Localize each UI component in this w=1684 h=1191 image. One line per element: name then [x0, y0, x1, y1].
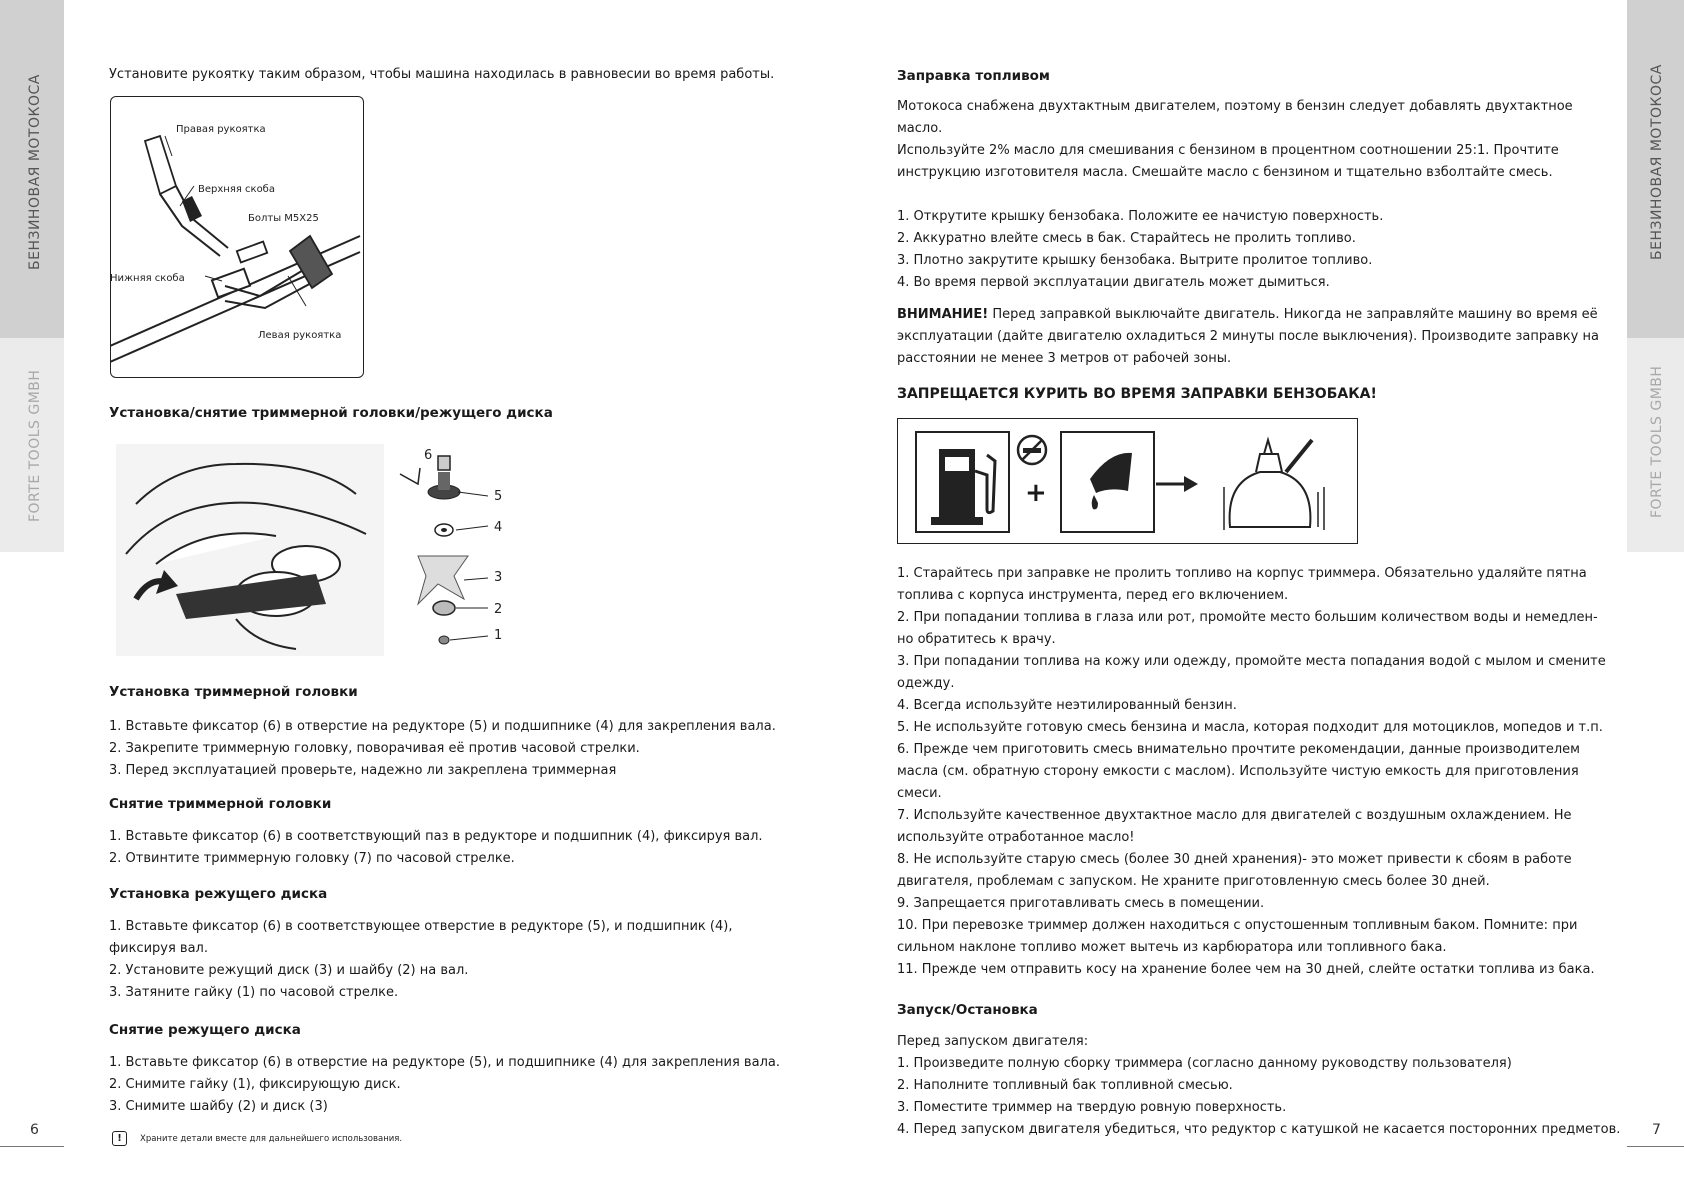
- list-item: 8. Не используйте старую смесь (более 30 дней хранения)- это может привести к сбоям в работе: [897, 852, 1572, 867]
- list-item: 1. Вставьте фиксатор (6) в соответствующий паз в редукторе и подшипник (4), фиксируя вал.: [109, 829, 763, 844]
- list-item: 1. Старайтесь при заправке не пролить топливо на корпус триммера. Обязательно удаляйте пятна: [897, 566, 1587, 581]
- label-bolts: Болты М5Х25: [248, 213, 319, 224]
- label-left-handle: Левая рукоятка: [258, 330, 342, 341]
- list-item: 3. Плотно закрутите крышку бензобака. Вытрите пролитое топливо.: [897, 253, 1373, 268]
- list-item: 2. Закрепите триммерную головку, поворачивая её против часовой стрелки.: [109, 741, 640, 756]
- list-item: 3. Перед эксплуатацией проверьте, надежно ли закреплена триммерная: [109, 763, 617, 778]
- remove-disc-title: Снятие режущего диска: [109, 1022, 301, 1038]
- fuel-intro: [897, 96, 1573, 184]
- part-label-1: 1: [494, 628, 503, 643]
- start-stop-title: Запуск/Остановка: [897, 1002, 1038, 1018]
- list-item: используйте отработанное масло!: [897, 830, 1135, 845]
- fuel-steps: [897, 206, 1383, 294]
- list-item: топлива с корпуса инструмента, перед его включением.: [897, 588, 1289, 603]
- install-disc-list: [109, 916, 732, 1004]
- paragraph-line: Используйте 2% масло для смешивания с бензином в процентном соотношении 25:1. Прочтите: [897, 143, 1559, 158]
- list-item: 5. Не используйте готовую смесь бензина и масла, которая подходит для мотоциклов, мопедов и т.п.: [897, 720, 1603, 735]
- list-item: Перед запуском двигателя:: [897, 1034, 1089, 1049]
- list-item: 2. При попадании топлива в глаза или рот, промойте место большим количеством воды и немедлен-: [897, 610, 1598, 625]
- paragraph-line: Перед заправкой выключайте двигатель. Никогда не заправляйте машину во время её: [988, 307, 1598, 322]
- warning-paragraph: [897, 304, 1599, 370]
- label-lower-bracket: Нижняя скоба: [110, 273, 185, 284]
- trimmer-head-hand-illustration: [116, 444, 384, 656]
- list-item: 3. При попадании топлива на кожу или одежду, промойте места попадания водой с мылом и смените: [897, 654, 1606, 669]
- list-item: 1. Вставьте фиксатор (6) в отверстие на редукторе (5) и подшипнике (4) для закрепления вала.: [109, 719, 776, 734]
- plus-sign: +: [1025, 478, 1047, 508]
- list-item: 2. Снимите гайку (1), фиксирующую диск.: [109, 1077, 401, 1092]
- page-number-left: 6: [30, 1122, 39, 1138]
- install-disc-title: Установка режущего диска: [109, 886, 328, 902]
- warning-label: ВНИМАНИЕ!: [897, 307, 989, 322]
- arrow-right-icon: [1156, 474, 1198, 494]
- intro-text: Установите рукоятку таким образом, чтобы машина находилась в равновесии во время работы.: [109, 67, 775, 82]
- remove-head-title: Снятие триммерной головки: [109, 796, 332, 812]
- list-item: смеси.: [897, 786, 942, 801]
- start-stop-list: [897, 1031, 1620, 1141]
- install-head-title: Установка триммерной головки: [109, 684, 358, 700]
- install-head-list: [109, 716, 776, 782]
- list-item: 3. Затяните гайку (1) по часовой стрелке.: [109, 985, 399, 1000]
- fuel-pump-icon: [915, 431, 1010, 533]
- list-item: фиксируя вал.: [109, 941, 208, 956]
- list-item: 7. Используйте качественное двухтактное масло для двигателей с воздушным охлаждением. Не: [897, 808, 1572, 823]
- label-upper-bracket: Верхняя скоба: [198, 184, 275, 195]
- left-side-brand: FORTE TOOLS GMBH: [27, 369, 43, 522]
- paragraph-line: инструкцию изготовителя масла. Смешайте масло с бензином и тщательно взболтайте смесь.: [897, 165, 1553, 180]
- list-item: 2. Отвинтите триммерную головку (7) по часовой стрелке.: [109, 851, 515, 866]
- list-item: 1. Произведите полную сборку триммера (согласно данному руководству пользователя): [897, 1056, 1512, 1071]
- right-side-title: БЕНЗИНОВАЯ МОТОКОСА: [1649, 64, 1665, 260]
- footnote: Храните детали вместе для дальнейшего использования.: [140, 1134, 403, 1144]
- list-item: 11. Прежде чем отправить косу на хранение более чем на 30 дней, слейте остатки топлива из бака.: [897, 962, 1595, 977]
- list-item: 1. Вставьте фиксатор (6) в отверстие на редукторе (5), и подшипнике (4) для закрепления вала.: [109, 1055, 780, 1070]
- page-rule-left: [0, 1146, 64, 1147]
- right-side-brand: FORTE TOOLS GMBH: [1649, 365, 1665, 518]
- exploded-parts-illustration: [398, 444, 508, 654]
- list-item: 6. Прежде чем приготовить смесь внимательно прочтите рекомендации, данные производителем: [897, 742, 1580, 757]
- list-item: одежду.: [897, 676, 955, 691]
- list-item: 2. Наполните топливный бак топливной смесью.: [897, 1078, 1233, 1093]
- list-item: 9. Запрещается приготавливать смесь в помещении.: [897, 896, 1265, 911]
- list-item: 1. Открутите крышку бензобака. Положите ее начистую поверхность.: [897, 209, 1384, 224]
- fuel-rules: [897, 563, 1606, 981]
- list-item: но обратитесь к врачу.: [897, 632, 1056, 647]
- oil-drop-icon: [1060, 431, 1155, 533]
- list-item: 3. Снимите шайбу (2) и диск (3): [109, 1099, 328, 1114]
- list-item: 4. Во время первой эксплуатации двигатель может дымиться.: [897, 275, 1330, 290]
- list-item: 10. При перевозке триммер должен находиться с опустошенным топливным баком. Помните: при: [897, 918, 1578, 933]
- no-smoking-icon: [1015, 433, 1049, 467]
- list-item: 2. Аккуратно влейте смесь в бак. Старайтесь не пролить топливо.: [897, 231, 1356, 246]
- paragraph-line: Мотокоса снабжена двухтактным двигателем, поэтому в бензин следует добавлять двухтактное: [897, 99, 1573, 114]
- fuel-title: Заправка топливом: [897, 68, 1050, 84]
- page-number-right: 7: [1652, 1122, 1661, 1138]
- list-item: 4. Перед запуском двигателя убедиться, что редуктор с катушкой не касается посторонних предметов.: [897, 1122, 1621, 1137]
- paragraph-line: расстоянии не менее 3 метров от рабочей зоны.: [897, 351, 1232, 366]
- label-right-handle: Правая рукоятка: [176, 124, 266, 135]
- part-label-6: 6: [424, 448, 433, 463]
- remove-head-list: [109, 826, 763, 870]
- page-rule-right: [1627, 1146, 1684, 1147]
- paragraph-line: масло.: [897, 121, 943, 136]
- list-item: масла (см. обратную сторону емкости с маслом). Используйте чистую емкость для приготовления: [897, 764, 1579, 779]
- list-item: сильном наклоне топливо может вытечь из карбюратора или топливного бака.: [897, 940, 1447, 955]
- part-label-5: 5: [494, 489, 503, 504]
- part-label-2: 2: [494, 602, 503, 617]
- left-side-title: БЕНЗИНОВАЯ МОТОКОСА: [27, 74, 43, 270]
- paragraph-line: эксплуатации (дайте двигателю охладиться 2 минуты после выключения). Производите заправку на: [897, 329, 1599, 344]
- part-label-4: 4: [494, 520, 503, 535]
- remove-disc-list: [109, 1052, 780, 1118]
- info-icon: !: [112, 1131, 127, 1146]
- section-install-remove-title: Установка/снятие триммерной головки/режущего диска: [109, 405, 553, 421]
- list-item: 4. Всегда используйте неэтилированный бензин.: [897, 698, 1237, 713]
- no-smoking-heading: ЗАПРЕЩАЕТСЯ КУРИТЬ ВО ВРЕМЯ ЗАПРАВКИ БЕНЗОБАКА!: [897, 386, 1377, 402]
- list-item: двигателя, проблемам с запуском. Не храните приготовленную смесь более 30 дней.: [897, 874, 1490, 889]
- fuel-can-icon: [1220, 432, 1330, 536]
- part-label-3: 3: [494, 570, 503, 585]
- list-item: 1. Вставьте фиксатор (6) в соответствующее отверстие в редукторе (5), и подшипник (4),: [109, 919, 733, 934]
- list-item: 3. Поместите триммер на твердую ровную поверхность.: [897, 1100, 1287, 1115]
- list-item: 2. Установите режущий диск (3) и шайбу (2) на вал.: [109, 963, 469, 978]
